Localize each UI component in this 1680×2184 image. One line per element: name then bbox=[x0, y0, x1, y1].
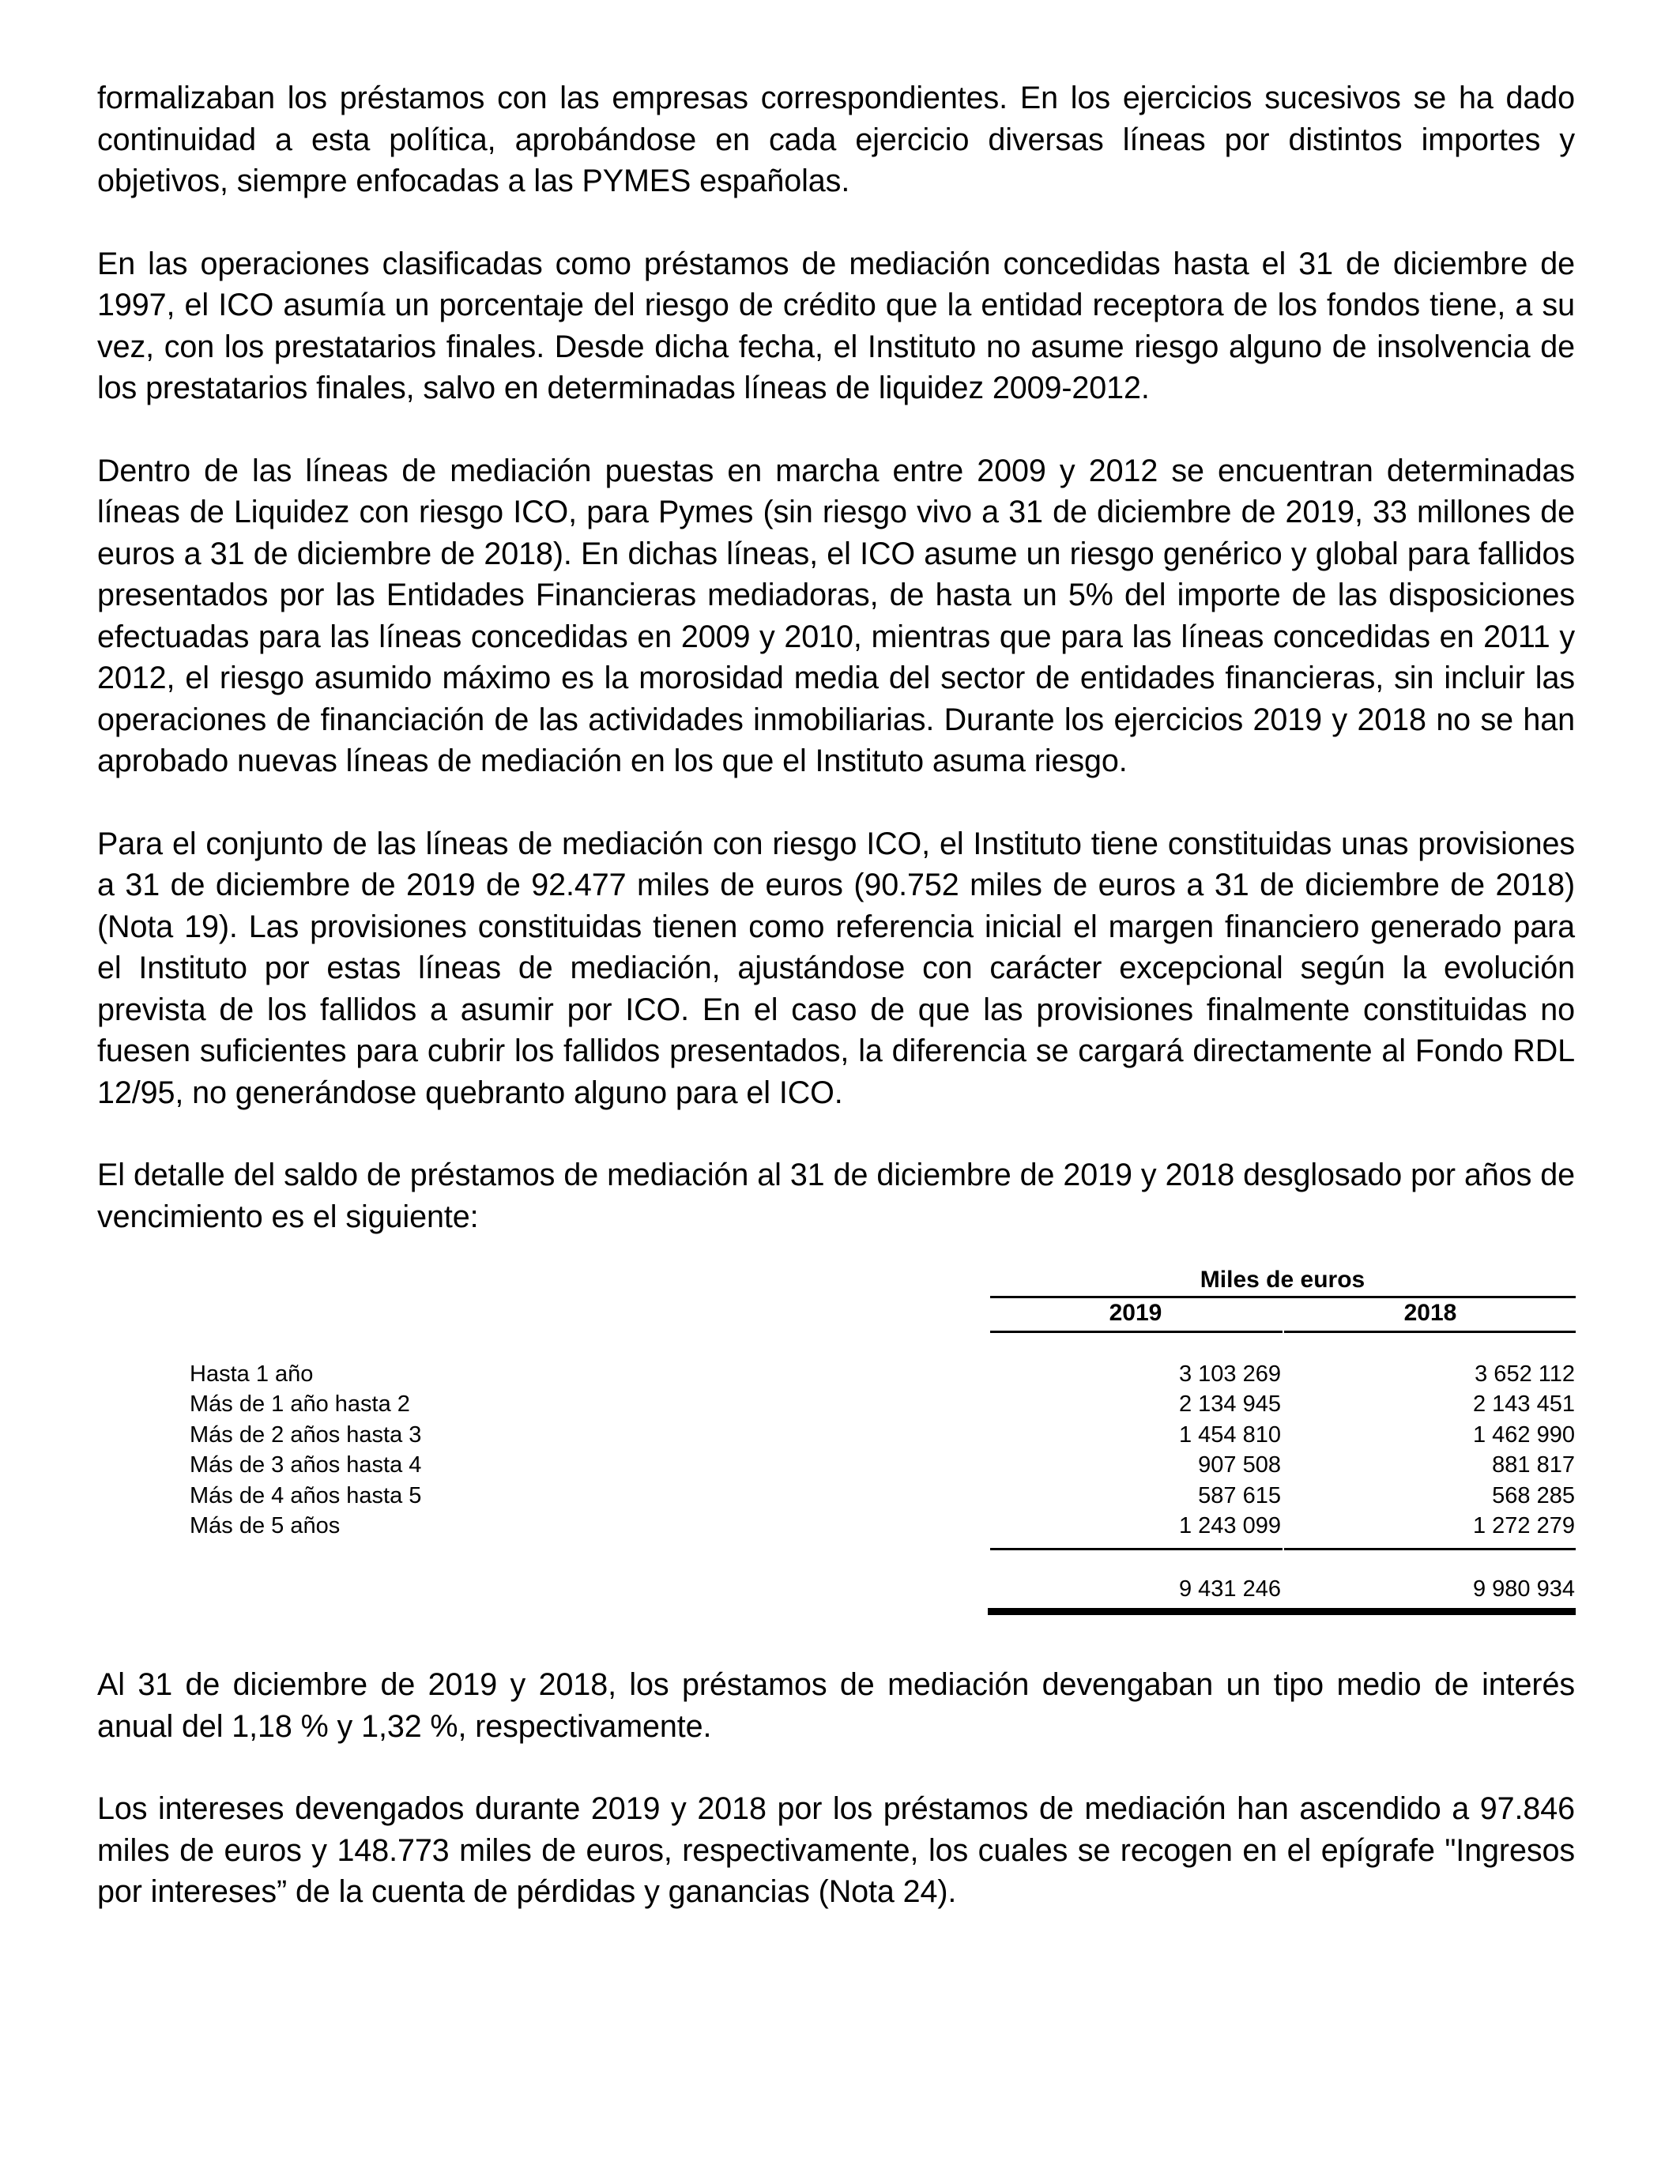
row-label: Más de 5 años bbox=[190, 1512, 341, 1538]
table-row bbox=[97, 1420, 1575, 1450]
row-label: Más de 1 año hasta 2 bbox=[190, 1391, 410, 1418]
value-2019: 2 134 945 bbox=[1178, 1391, 1281, 1418]
table-row bbox=[97, 1450, 1575, 1480]
column-rule-2018 bbox=[1284, 1331, 1576, 1333]
table-body bbox=[97, 1359, 1575, 1541]
paragraph-lines-policy: formalizaban los préstamos con las empresas correspondientes. En los ejercicios sucesivos se ha dado continuidad a esta política, aprobándose en cada ejercicio diversas líneas por distintos importes y objetivos, siempre enfocadas a las PYMES españolas. bbox=[97, 81, 1575, 198]
units-header: Miles de euros bbox=[1200, 1267, 1365, 1293]
total-row bbox=[97, 1574, 1575, 1604]
paragraph-accrued-interest: Los intereses devengados durante 2019 y 2018 por los préstamos de mediación han ascendido a 97.846 miles de euros y 148.773 miles de euros, respectivamente, los cuales se recogen en el epígrafe "Ingresos por intereses” de la cuenta de pérdidas y ganancias (Nota 24). bbox=[97, 1791, 1575, 1909]
paragraph-liquidity-lines: Dentro de las líneas de mediación puestas en marcha entre 2009 y 2012 se encuentran determinadas líneas de Liquidez con riesgo ICO, para Pymes (sin riesgo vivo a 31 de diciembre de 2019, 33 millones de euros a 31 de diciembre de 2018). En dichas líneas, el ICO asume un riesgo genérico y global para fallidos presentados por las Entidades Financieras mediadoras, de hasta un 5% del importe de las disposiciones efectuadas para las líneas concedidas en 2009 y 2010, mientras que para las líneas concedidas en 2011 y 2012, el riesgo asumido máximo es la morosidad media del sector de entidades financieras, sin incluir las operaciones de financiación de las actividades inmobiliarias. Durante los ejercicios 2019 y 2018 no se han aprobado nuevas líneas de mediación en los que el Instituto asuma riesgo. bbox=[97, 453, 1575, 778]
table-row bbox=[97, 1511, 1575, 1541]
subtotal-rule-2018 bbox=[1284, 1548, 1576, 1550]
value-2018: 3 652 112 bbox=[1475, 1361, 1575, 1387]
paragraph-risk-1997: En las operaciones clasificadas como préstamos de mediación concedidas hasta el 31 de diciembre de 1997, el ICO asumía un porcentaje del riesgo de crédito que la entidad receptora de los fondos tiene, a su vez, con los prestatarios finales. Desde dicha fecha, el Instituto no asume riesgo alguno de insolvencia de los prestatarios finales, salvo en determinadas líneas de liquidez 2009-2012. bbox=[97, 246, 1575, 405]
column-header-2019: 2019 bbox=[1109, 1300, 1162, 1326]
total-double-rule-2018 bbox=[1283, 1608, 1576, 1615]
value-2018: 568 285 bbox=[1492, 1482, 1575, 1508]
paragraph-provisions: Para el conjunto de las líneas de mediación con riesgo ICO, el Instituto tiene constituidas unas provisiones a 31 de diciembre de 2019 de 92.477 miles de euros (90.752 miles de euros a 31 de diciembre de 2018) (Nota 19). Las provisiones constituidas tienen como referencia inicial el margen financiero generado para el Instituto por estas líneas de mediación, ajustándose con carácter excepcional según la evolución prevista de los fallidos a asumir por ICO. En el caso de que las provisiones finalmente constituidas no fuesen suficientes para cubrir los fallidos presentados, la diferencia se cargará directamente al Fondo RDL 12/95, no generándose quebranto alguno para el ICO. bbox=[97, 826, 1575, 1110]
column-rule-2019 bbox=[990, 1331, 1283, 1333]
total-2019: 9 431 246 bbox=[1178, 1576, 1281, 1602]
value-2019: 907 508 bbox=[1198, 1452, 1281, 1478]
column-header-2018: 2018 bbox=[1403, 1300, 1457, 1326]
total-2018: 9 980 934 bbox=[1472, 1576, 1575, 1602]
table-row bbox=[97, 1389, 1575, 1419]
row-label: Hasta 1 año bbox=[190, 1361, 314, 1387]
value-2019: 1 454 810 bbox=[1178, 1421, 1281, 1448]
row-label: Más de 3 años hasta 4 bbox=[190, 1452, 422, 1478]
paragraph-interest-rate: Al 31 de diciembre de 2019 y 2018, los préstamos de mediación devengaban un tipo medio de interés anual del 1,18 % y 1,32 %, respectivamente. bbox=[97, 1667, 1575, 1744]
table-row bbox=[97, 1359, 1575, 1389]
row-label: Más de 2 años hasta 3 bbox=[190, 1421, 422, 1448]
total-double-rule-2019 bbox=[988, 1608, 1283, 1615]
document-page bbox=[97, 77, 1575, 1954]
units-header-rule bbox=[990, 1296, 1576, 1298]
maturity-table bbox=[97, 1266, 1575, 1637]
value-2019: 1 243 099 bbox=[1178, 1512, 1281, 1538]
value-2019: 587 615 bbox=[1198, 1482, 1281, 1508]
value-2019: 3 103 269 bbox=[1178, 1361, 1281, 1387]
value-2018: 2 143 451 bbox=[1472, 1391, 1575, 1418]
paragraph-table-intro: El detalle del saldo de préstamos de mediación al 31 de diciembre de 2019 y 2018 desglosado por años de vencimiento es el siguiente: bbox=[97, 1158, 1575, 1234]
table-row bbox=[97, 1481, 1575, 1511]
subtotal-rule-2019 bbox=[990, 1548, 1283, 1550]
row-label: Más de 4 años hasta 5 bbox=[190, 1482, 422, 1508]
value-2018: 1 272 279 bbox=[1472, 1512, 1575, 1538]
value-2018: 881 817 bbox=[1492, 1452, 1575, 1478]
value-2018: 1 462 990 bbox=[1472, 1421, 1575, 1448]
